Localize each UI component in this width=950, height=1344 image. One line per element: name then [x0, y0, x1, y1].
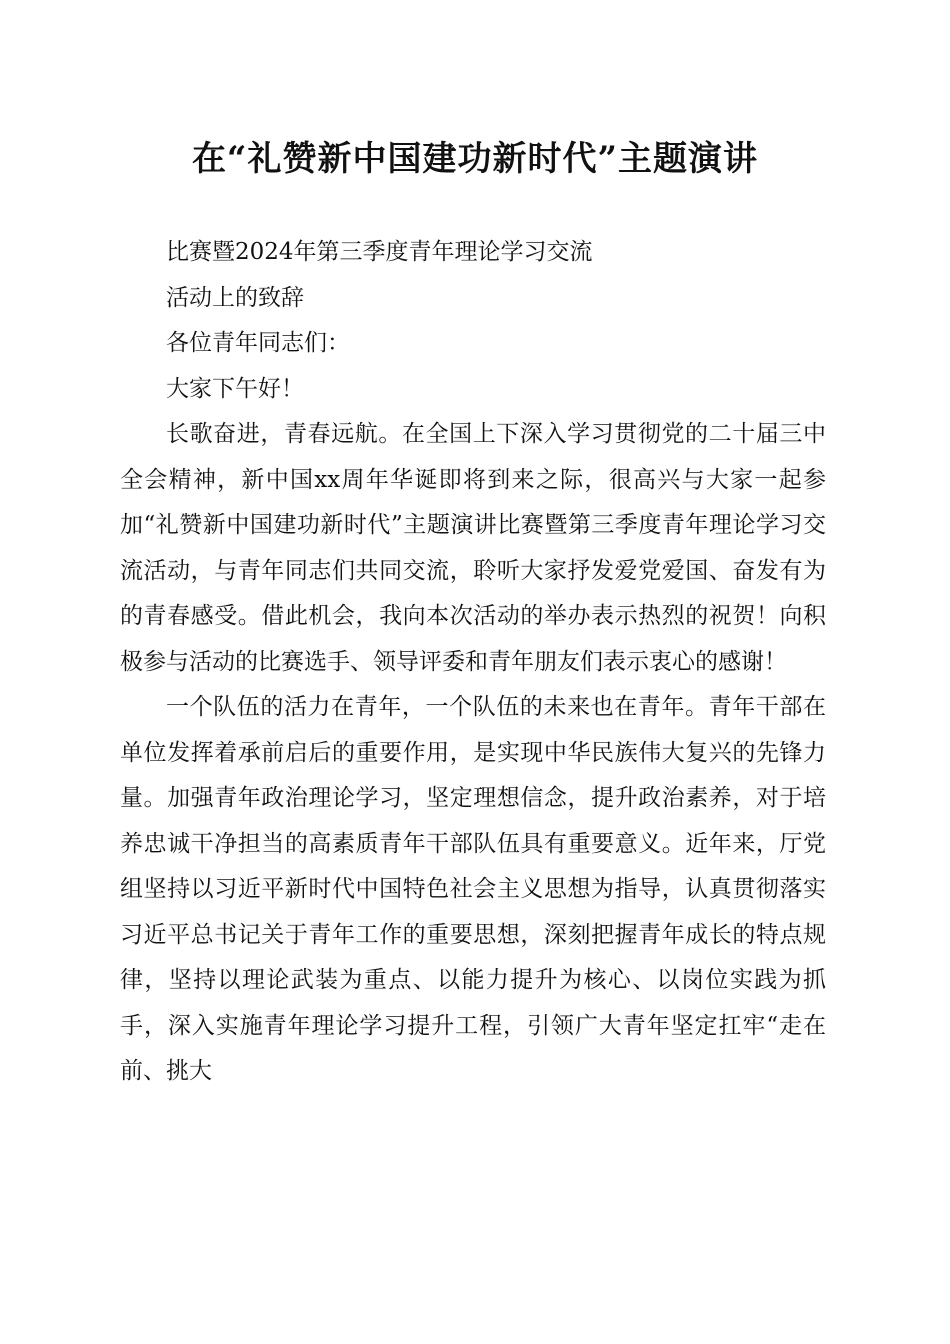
subtitle-line-1: 比赛暨2024年第三季度青年理论学习交流 — [166, 239, 593, 265]
document-body — [120, 230, 826, 1095]
paragraph: 一个队伍的活力在青年，一个队伍的未来也在青年。青年干部在单位发挥着承前启后的重要作用，是实现中华民族伟大复兴的先锋力量。加强青年政治理论学习，坚定理想信念，提升政治素养，对于培养忠诚干净担当的高素质青年干部队伍具有重要意义。近年来，厅党组坚持以习近平新时代中国特色社会主义思想为指导，认真贯彻落实习近平总书记关于青年工作的重要思想，深刻把握青年成长的特点规律，坚持以理论武装为重点、以能力提升为核心、以岗位实践为抓手，深入实施青年理论学习提升工程，引领广大青年坚定扛牢“走在前、挑大 — [120, 694, 826, 1084]
salutation: 各位青年同志们： — [166, 330, 350, 356]
greeting: 大家下午好！ — [166, 375, 304, 402]
subtitle-line-2: 活动上的致辞 — [166, 284, 304, 311]
document-title: 在“礼赞新中国建功新时代”主题演讲 — [191, 139, 759, 179]
paragraph: 长歌奋进，青春远航。在全国上下深入学习贯彻党的二十届三中全会精神，新中国xx周年华诞即将到来之际，很高兴与大家一起参加“礼赞新中国建功新时代”主题演讲比赛暨第三季度青年理论学习交流活动，与青年同志们共同交流，聆听大家抒发爱党爱国、奋发有为的青春感受。借此机会，我向本次活动的举办表示热烈的祝贺！向积极参与活动的比赛选手、领导评委和青年朋友们表示衷心的感谢！ — [120, 421, 826, 675]
